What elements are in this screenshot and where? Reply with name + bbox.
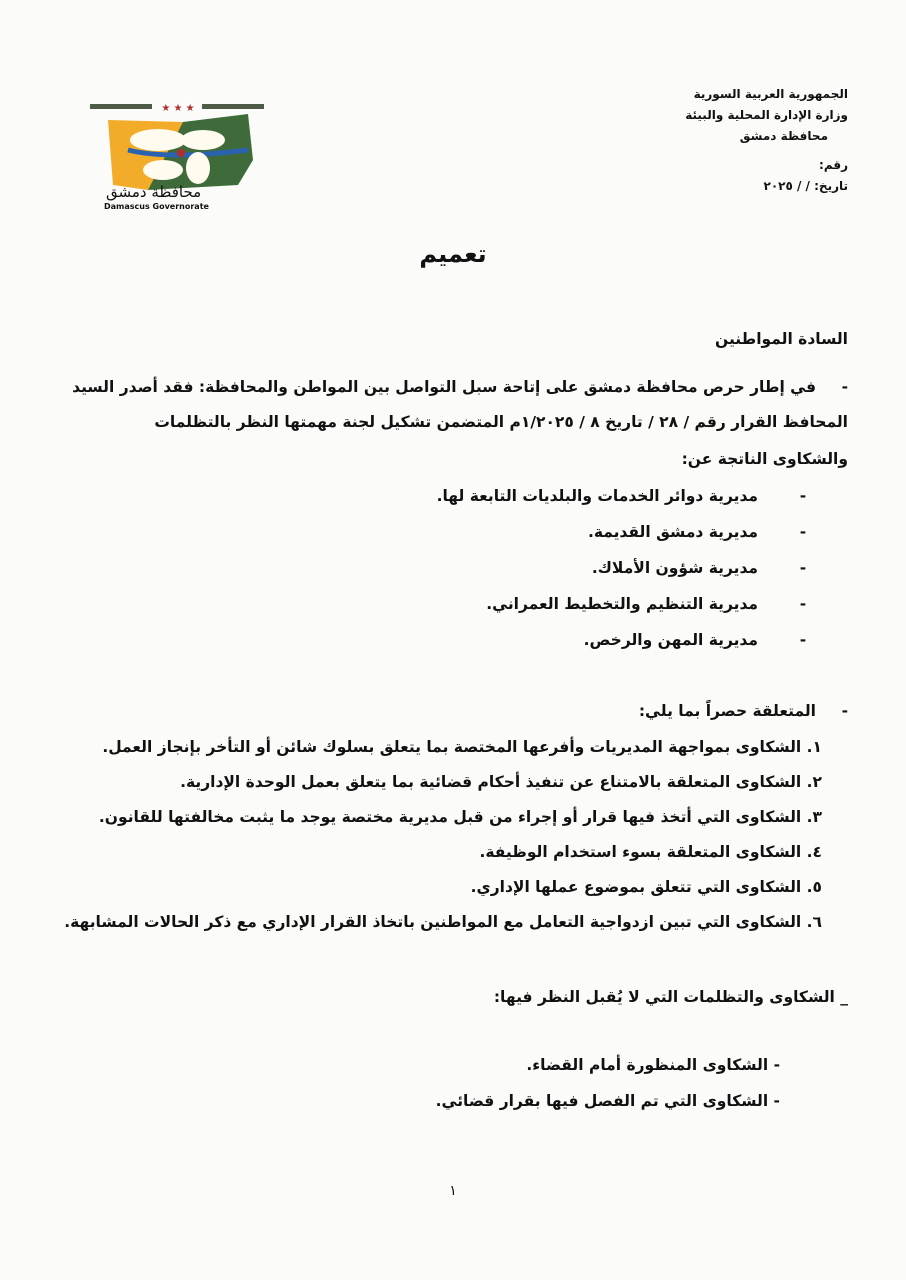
- directorate-item: -مديرية شؤون الأملاك.: [591, 559, 807, 577]
- logo-text-ar: محافظة دمشق: [106, 183, 202, 201]
- svg-text:★ ★ ★: ★ ★ ★: [161, 103, 195, 114]
- complaint-item: ٦. الشكاوى التي تبين ازدواجية التعامل مع المواطنين باتخاذ القرار الإداري مع ذكر الحالات المشابهة.: [64, 913, 822, 931]
- excluded-heading: _ الشكاوى والتظلمات التي لا يُقبل النظر فيها:: [493, 988, 848, 1006]
- complaint-item: ٤. الشكاوى المتعلقة بسوء استخدام الوظيفة.: [479, 843, 822, 861]
- intro-line: -في إطار حرص محافظة دمشق على إتاحة سبل التواصل بين المواطن والمحافظة: فقد أصدر السيد: [72, 378, 848, 396]
- country-name: الجمهورية العربية السورية: [693, 87, 848, 101]
- intro-line: والشكاوى الناتجة عن:: [681, 450, 848, 468]
- complaint-item: ٢. الشكاوى المتعلقة بالامتناع عن تنفيذ أحكام قضائية بما يتعلق بعمل الوحدة الإدارية.: [180, 773, 822, 791]
- directorate-item: -مديرية المهن والرخص.: [583, 631, 807, 649]
- date-value: / / ٢٠٢٥: [763, 179, 810, 193]
- related-heading: -المتعلقة حصراً بما يلي:: [638, 702, 848, 720]
- date-label: تاريخ:: [814, 179, 848, 193]
- document-body: [64, 0, 848, 1280]
- intro-line: المحافظ القرار رقم / ٢٨ / تاريخ ٨ / ١/٢٠٢٥م المتضمن تشكيل لجنة مهمتها النظر بالتظلمات: [154, 413, 848, 431]
- complaint-item: ١. الشكاوى بمواجهة المديريات وأفرعها المختصة بما يتعلق بسلوك شائن أو التأخر بإنجاز العمل.: [102, 738, 822, 756]
- document-title: تعميم: [419, 240, 487, 268]
- salutation: السادة المواطنين: [715, 330, 848, 348]
- directorate-item: -مديرية دمشق القديمة.: [587, 523, 807, 541]
- logo-text-en: Damascus Governorate: [104, 202, 209, 211]
- excluded-item: - الشكاوى التي تم الفصل فيها بقرار قضائي.: [435, 1092, 780, 1110]
- governorate-name: محافظة دمشق: [739, 129, 828, 143]
- complaint-item: ٥. الشكاوى التي تتعلق بموضوع عملها الإداري.: [470, 878, 822, 896]
- ministry-name: وزارة الإدارة المحلية والبيئة: [685, 108, 848, 122]
- number-label: رقم:: [819, 158, 848, 172]
- directorate-item: -مديرية دوائر الخدمات والبلديات التابعة لها.: [436, 487, 807, 505]
- excluded-item: - الشكاوى المنظورة أمام القضاء.: [526, 1056, 780, 1074]
- directorate-item: -مديرية التنظيم والتخطيط العمراني.: [486, 595, 807, 613]
- complaint-item: ٣. الشكاوى التي أتخذ فيها قرار أو إجراء من قبل مديرية مختصة يوجد ما يثبت مخالفتها للقانون.: [98, 808, 822, 826]
- page-number: ١: [449, 1183, 457, 1199]
